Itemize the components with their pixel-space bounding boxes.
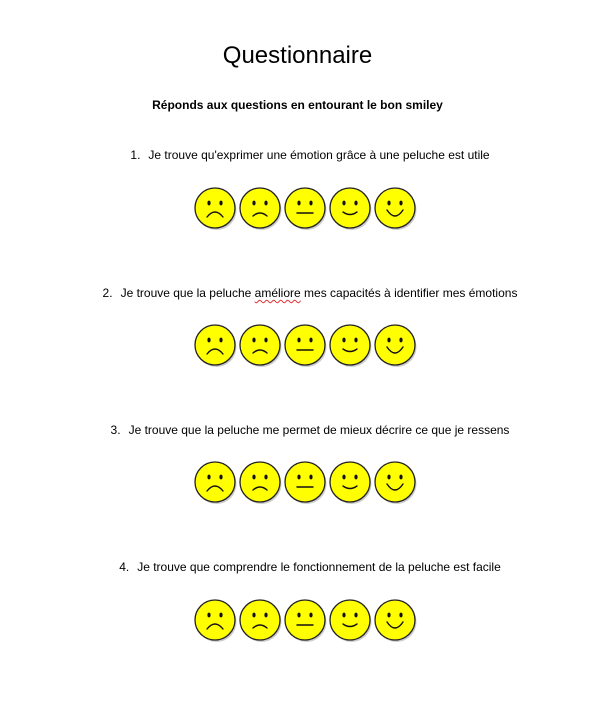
- question-1: [0, 148, 595, 162]
- smiley-svg: [193, 460, 419, 504]
- question-2: [0, 286, 595, 300]
- smiley-svg: [193, 598, 419, 642]
- question-text-start: Je trouve que la peluche: [120, 286, 255, 300]
- question-number: 3.: [110, 423, 121, 437]
- smiley-sad-icon[interactable]: [240, 462, 282, 504]
- page-title: Questionnaire: [222, 42, 373, 69]
- smiley-sad-icon[interactable]: [240, 188, 282, 230]
- smiley-happy-icon[interactable]: [330, 325, 372, 367]
- smiley-scale-2: [193, 323, 419, 367]
- question-text: Je trouve qu'exprimer une émotion grâce à une peluche est utile: [148, 148, 490, 162]
- smiley-happy-icon[interactable]: [330, 188, 372, 230]
- question-4: [0, 560, 595, 574]
- smiley-sad-icon[interactable]: [240, 600, 282, 642]
- smiley-scale-4: [193, 598, 419, 642]
- question-3: [0, 423, 595, 437]
- instructions: Réponds aux questions en entourant le bon smiley: [152, 98, 443, 112]
- smiley-very-sad-icon[interactable]: [195, 188, 237, 230]
- smiley-very-happy-icon[interactable]: [375, 325, 417, 367]
- smiley-very-sad-icon[interactable]: [195, 462, 237, 504]
- smiley-sad-icon[interactable]: [240, 325, 282, 367]
- question-number: 2.: [102, 286, 113, 300]
- smiley-very-sad-icon[interactable]: [195, 325, 237, 367]
- smiley-very-happy-icon[interactable]: [375, 188, 417, 230]
- smiley-scale-3: [193, 460, 419, 504]
- smiley-neutral-icon[interactable]: [285, 600, 327, 642]
- question-text: Je trouve que comprendre le fonctionnement de la peluche est facile: [137, 560, 501, 574]
- smiley-very-happy-icon[interactable]: [375, 462, 417, 504]
- smiley-scale-1: [193, 186, 419, 230]
- question-text-end: mes capacités à identifier mes émotions: [300, 286, 518, 300]
- smiley-happy-icon[interactable]: [330, 600, 372, 642]
- smiley-svg: [193, 186, 419, 230]
- spellcheck-word: améliore: [254, 286, 301, 300]
- smiley-happy-icon[interactable]: [330, 462, 372, 504]
- smiley-neutral-icon[interactable]: [285, 462, 327, 504]
- smiley-neutral-icon[interactable]: [285, 188, 327, 230]
- question-number: 4.: [119, 560, 130, 574]
- question-number: 1.: [130, 148, 141, 162]
- smiley-very-sad-icon[interactable]: [195, 600, 237, 642]
- smiley-neutral-icon[interactable]: [285, 325, 327, 367]
- smiley-very-happy-icon[interactable]: [375, 600, 417, 642]
- smiley-svg: [193, 323, 419, 367]
- question-text: Je trouve que la peluche me permet de mieux décrire ce que je ressens: [128, 423, 510, 437]
